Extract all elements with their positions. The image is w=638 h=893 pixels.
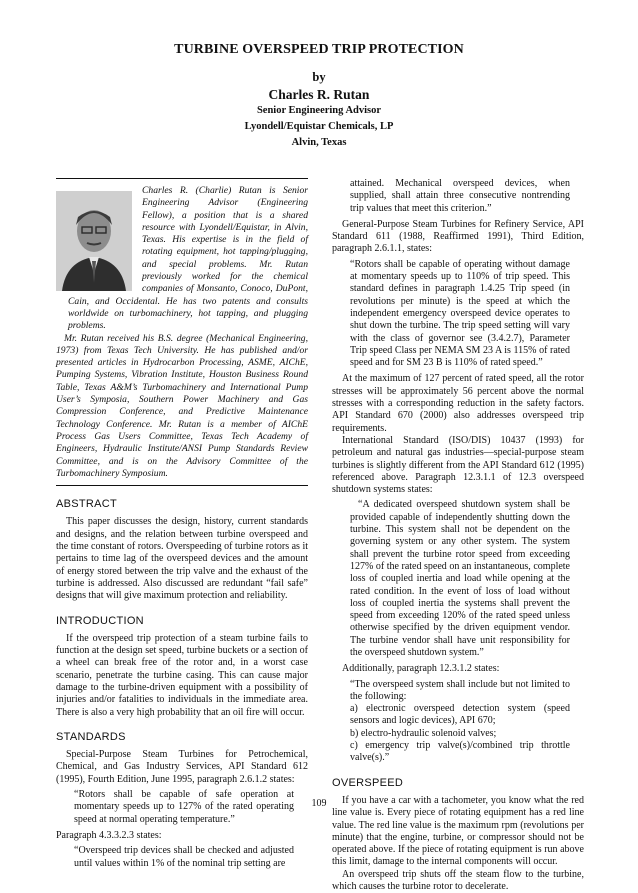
bio-bottom-rule [56,485,308,486]
section-heading-standards: STANDARDS [56,730,126,743]
quote-text: “The overspeed system shall include but not limited to the following: [350,678,570,702]
block-quote [350,499,570,659]
quote-text: attained. Mechanical overspeed devices, when supplied, shall attain three consecutive nontrending trip values that meet this criterion.” [350,178,570,214]
bio-top-rule [56,178,308,179]
left-column [56,178,308,874]
author-role: Senior Engineering Advisor [256,105,382,116]
block-quote-continued [350,178,570,215]
standards-paragraph: Additionally, paragraph 12.3.1.2 states: [342,663,500,675]
standards-paragraph: General-Purpose Steam Turbines for Refinery Service, API Standard 611 (1988, Reaffirmed 1991), Third Edition, paragraph 2.6.1.1, states: [332,218,584,255]
block-quote-list [350,679,570,765]
author-city: Alvin, Texas [291,137,347,148]
quote-list-item: c) emergency trip valve(s)/combined trip throttle valve(s).” [350,740,570,764]
quote-text: “Rotors shall be capable of safe operation at momentary speeds up to 127% of the rated operating speed at normal operating temperature.” [74,789,294,825]
author-biography [56,185,308,480]
standards-paragraph: Special-Purpose Steam Turbines for Petrochemical, Chemical, and Gas Industry Services, API Standard 612 (1995), Fourth Edition, June 1995, paragraph 2.6.1.2 states: [56,749,308,785]
section-heading-abstract: ABSTRACT [56,498,118,511]
byline-by: by [312,70,326,84]
overspeed-paragraph: If you have a car with a tachometer, you know what the red line value is. Every piece of rotating equipment has a red line value. The red line value is the maximum rpm (revolutions per minute) that the engine, turbine, or compressor should not be operated above. If the piece of rotating equipment is run above this limit, damage to the internal components will occur. [332,794,584,868]
quote-text: “Rotors shall be capable of operating without damage at momentary speeds up to 110% of trip speed. This standard defines in paragraph 1.4.25 Trip speed (in revolutions per minute) is the speed at which the independent emergency overspeed device operates to shut down the turbine. The trip speed setting will vary with the class of governor see (3.4.2.7), Parameter Trip speed Class per NEMA SM 23 A is 115% of rated speed and for SM 23 B is 110% of rated speed.” [350,258,570,369]
author-name: Charles R. Rutan [268,87,370,102]
quote-list-item: a) electronic overspeed detection system (speed sensors and logic devices), API 670; [350,703,570,727]
bio-paragraph: Charles R. (Charlie) Rutan is Senior Engineering Advisor (Engineering Fellow), a position that is a shared resource with Lyondell/Equistar, in Alvin, Texas. His expertise is in the field of rotating equipment, hot tapping/plugging, and special problems. Mr. Rutan previously worked for the chemical companies of Monsanto, Conoco, DuPont, Cain, and Occidental. He has two patents and consults worldwide on turbomachinery, hot tapping, and plugging problems. [68,185,308,332]
block-quote [74,845,294,870]
block-quote [350,259,570,370]
quote-list-item: b) electro-hydraulic solenoid valves; [350,727,497,739]
section-heading-introduction: INTRODUCTION [56,614,144,627]
standards-paragraph: Paragraph 4.3.3.2.3 states: [56,829,162,841]
standards-paragraph: At the maximum of 127 percent of rated speed, all the rotor stresses will be approximately 56 percent above the normal stresses with a corresponding reduction in the safety factors. API Standard 670 (2000) also addresses overspeed trip requirements. [332,373,584,434]
abstract-text: This paper discusses the design, history, current standards and designs, and the relation between turbine overspeed and the time constant of rotors. Overspeeding of turbine rotors as it pertains to time lag of the overspeed devices and the amount of energy stored between the trip valve and the exhaust of the turbine is addressed. Also discussed are redundant “fail safe” designs that will give maximum protection and reliability. [56,516,308,602]
right-column [332,178,584,893]
standards-paragraph: International Standard (ISO/DIS) 10437 (1993) for petroleum and natural gas industries—special-purpose steam turbines is slightly different from the API Standard 612 (1995) referenced above. Paragraph 12.3.1.1 of 12.3 overspeed shutdown systems states: [332,434,584,496]
paper-title: TURBINE OVERSPEED TRIP PROTECTION [174,42,464,57]
quote-text: “Overspeed trip devices shall be checked and adjusted until values within 1% of the nominal trip setting are [74,845,294,869]
author-portrait-image [56,191,132,291]
overspeed-paragraph: An overspeed trip shuts off the steam flow to the turbine, which causes the turbine rotor to decelerate. [332,868,584,893]
author-company: Lyondell/Equistar Chemicals, LP [244,121,394,132]
quote-text: “A dedicated overspeed shutdown system shall be provided capable of independently shutting down the turbine. This system shall not be dependent on the governing system or any other system. The system shall prevent the turbine rotor speed from exceeding 127% of the rated speed on an instantaneous, complete loss of coupled inertia and load while opening at the rated condition. In the event of loss of load without loss of coupled inertia the systems shall prevent the speed from exceeding 120% of the rated speed unless otherwise specified by the driven equipment vendor. The turbine vendor shall have unit responsibility for the overspeed shutdown system.” [350,499,570,658]
author-photo [56,191,132,291]
section-heading-overspeed: OVERSPEED [332,776,404,789]
bio-paragraph: Mr. Rutan received his B.S. degree (Mechanical Engineering, 1973) from Texas Tech University. He has published and/or presented articles in Hydrocarbon Processing, ASME, AIChE, Pumping Systems, Vibration Institute, Houston Business Round Table, Texas A&M’s Turbomachinery and International Pump User’s Symposia, Southern Power Machinery and Gas Compression Conference, and Predictive Maintenance Technology Conference. Mr. Rutan is a member of AIChE Process Gas Users Committee, Texas Tech Academy of Engineers, Hydraulic Institute/ANSI Pump Standards Review Committee, and is on the Advisory Committee of the Turbomachinery Symposium. [56,332,308,479]
page-number: 109 [311,798,327,809]
introduction-text: If the overspeed trip protection of a steam turbine fails to function at the design set speed, turbine buckets or a section of a wheel can break free of the rotor and, in a worst case scenario, penetrate the turbine casing. This can cause major damage to the turbine-driven equipment with a possibility of injuries and/or fatalities to individuals in the immediate area. There is also a very high probability that an oil fire will occur. [56,632,308,718]
